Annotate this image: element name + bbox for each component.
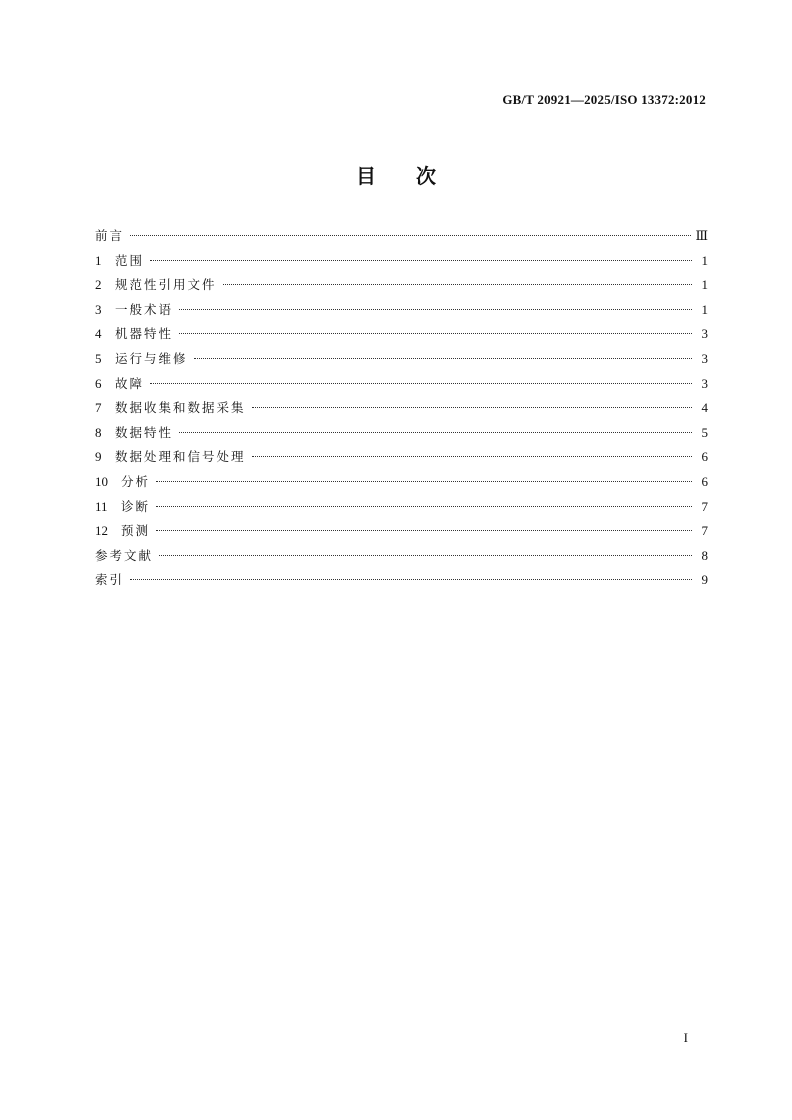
toc-entry-page: 9: [701, 572, 708, 588]
page-title: 目次: [356, 164, 476, 188]
toc-entry-number: 10: [95, 473, 108, 489]
toc-dot-leader: [156, 506, 692, 507]
toc-entry[interactable]: [95, 300, 708, 325]
toc-entry-page: 3: [701, 375, 708, 391]
toc-entry-page: 5: [701, 424, 708, 440]
toc-entry[interactable]: [95, 570, 708, 595]
toc-entry-title: 数据特性: [115, 424, 174, 440]
toc-entry-page: Ⅲ: [695, 228, 708, 243]
toc-entry[interactable]: [95, 497, 708, 522]
toc-entry[interactable]: [95, 546, 708, 571]
toc-entry-page: 7: [701, 498, 708, 514]
toc-dot-leader: [150, 383, 692, 384]
toc-entry-title: 数据收集和数据采集: [115, 400, 246, 416]
toc-entry-title: 规范性引用文件: [115, 277, 217, 293]
toc-entry[interactable]: [95, 275, 708, 300]
standard-number: GB/T 20921—2025/ISO 13372:2012: [502, 92, 706, 107]
toc-dot-leader: [150, 260, 692, 261]
toc-dot-leader: [252, 407, 692, 408]
toc-entry[interactable]: [95, 374, 708, 399]
toc-entry-title: 数据处理和信号处理: [115, 449, 246, 465]
toc-entry-page: 3: [701, 326, 708, 342]
toc-entry-title: 范围: [115, 252, 145, 268]
toc-entry-page: 1: [701, 277, 708, 293]
toc-dot-leader: [252, 456, 692, 457]
toc-entry-number: 4: [95, 326, 102, 342]
toc-entry-title: 机器特性: [115, 326, 174, 342]
toc-entry-number: 8: [95, 424, 102, 440]
toc-entry-title: 分析: [121, 473, 151, 489]
toc-dot-leader: [179, 432, 692, 433]
toc-entry-title: 预测: [121, 523, 151, 539]
toc-entry[interactable]: [95, 226, 708, 251]
toc-entry-number: 7: [95, 400, 102, 416]
toc-entry[interactable]: [95, 423, 708, 448]
toc-entry-number: 3: [95, 301, 102, 317]
toc-entry-title: 参考文献: [95, 547, 154, 563]
toc-entry[interactable]: [95, 472, 708, 497]
toc-entry-page: 6: [701, 473, 708, 489]
toc-entry[interactable]: [95, 324, 708, 349]
toc-dot-leader: [130, 579, 692, 580]
toc-entry-title: 索引: [95, 572, 125, 588]
table-of-contents: [95, 226, 708, 595]
toc-entry-page: 3: [701, 350, 708, 366]
toc-dot-leader: [159, 555, 692, 556]
toc-dot-leader: [156, 530, 692, 531]
toc-dot-leader: [130, 235, 691, 236]
toc-entry-number: 2: [95, 277, 102, 293]
toc-entry[interactable]: [95, 447, 708, 472]
toc-dot-leader: [156, 481, 692, 482]
toc-entry-page: 1: [701, 301, 708, 317]
toc-entry[interactable]: [95, 251, 708, 276]
toc-entry[interactable]: [95, 349, 708, 374]
toc-entry[interactable]: [95, 521, 708, 546]
toc-dot-leader: [179, 333, 692, 334]
toc-entry-title: 一般术语: [115, 301, 174, 317]
toc-entry-page: 4: [701, 400, 708, 416]
toc-dot-leader: [179, 309, 692, 310]
toc-dot-leader: [223, 284, 692, 285]
toc-entry-page: 6: [701, 449, 708, 465]
toc-entry-number: 5: [95, 350, 102, 366]
toc-entry-number: 9: [95, 449, 102, 465]
toc-entry[interactable]: [95, 398, 708, 423]
toc-entry-title: 故障: [115, 375, 145, 391]
toc-entry-number: 1: [95, 252, 102, 268]
toc-entry-page: 1: [701, 252, 708, 268]
toc-entry-page: 8: [701, 547, 708, 563]
toc-entry-number: 11: [95, 498, 108, 514]
toc-entry-title: 前言: [95, 228, 125, 243]
toc-entry-number: 6: [95, 375, 102, 391]
toc-entry-title: 诊断: [121, 498, 151, 514]
page-number: I: [683, 1030, 688, 1045]
toc-entry-number: 12: [95, 523, 108, 539]
toc-entry-page: 7: [701, 523, 708, 539]
toc-dot-leader: [194, 358, 692, 359]
toc-entry-title: 运行与维修: [115, 350, 188, 366]
